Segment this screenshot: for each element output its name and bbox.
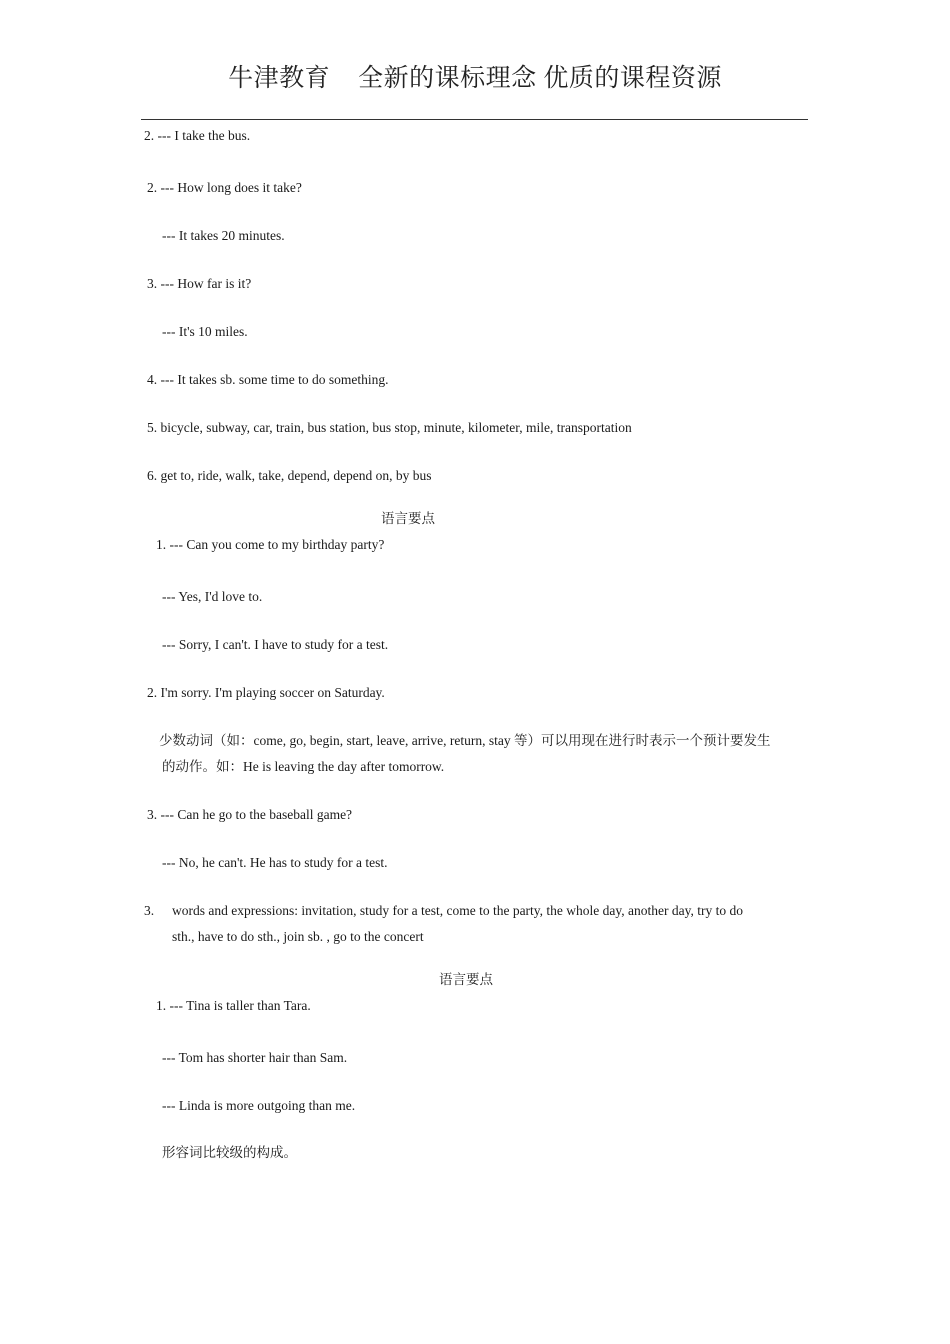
text-line: sth., have to do sth., join sb. , go to the concert xyxy=(172,929,424,944)
list-number: 3. xyxy=(144,903,155,918)
text-line: 3. --- How far is it? xyxy=(147,276,252,291)
text-line: 2. --- I take the bus. xyxy=(144,128,251,143)
text-line: --- It takes 20 minutes. xyxy=(162,228,285,243)
text-line: 1. --- Can you come to my birthday party? xyxy=(156,537,385,552)
text-line: 3. --- Can he go to the baseball game? xyxy=(147,807,353,822)
page-header xyxy=(0,58,950,94)
header-brand: 牛津教育 xyxy=(228,65,331,92)
text-line: --- Tom has shorter hair than Sam. xyxy=(162,1050,348,1065)
section-heading: 语言要点 xyxy=(439,972,493,987)
text-line: --- No, he can't. He has to study for a test. xyxy=(162,855,388,870)
text-line: --- Yes, I'd love to. xyxy=(162,589,263,604)
header-slogan: 全新的课标理念 优质的课程资源 xyxy=(358,65,722,92)
text-line: 2. --- How long does it take? xyxy=(147,180,302,195)
header-divider xyxy=(141,119,808,120)
text-line: --- Sorry, I can't. I have to study for a test. xyxy=(162,637,389,652)
text-line: 形容词比较级的构成。 xyxy=(162,1145,297,1160)
text-line: 2. I'm sorry. I'm playing soccer on Saturday. xyxy=(147,685,385,700)
text-line: --- Linda is more outgoing than me. xyxy=(162,1098,356,1113)
text-line: 5. bicycle, subway, car, train, bus station, bus stop, minute, kilometer, mile, transportation xyxy=(147,420,632,435)
section-heading: 语言要点 xyxy=(381,511,435,526)
text-line: 1. --- Tina is taller than Tara. xyxy=(156,998,311,1013)
text-line: 的动作。如：He is leaving the day after tomorrow. xyxy=(162,759,445,774)
text-line: 4. --- It takes sb. some time to do something. xyxy=(147,372,389,387)
text-line: 6. get to, ride, walk, take, depend, depend on, by bus xyxy=(147,468,432,483)
text-line: words and expressions: invitation, study for a test, come to the party, the whole day, another day, try to do xyxy=(172,903,743,918)
text-line: 少数动词（如：come, go, begin, start, leave, arrive, return, stay 等）可以用现在进行时表示一个预计要发生 xyxy=(159,733,771,748)
text-line: --- It's 10 miles. xyxy=(162,324,248,339)
